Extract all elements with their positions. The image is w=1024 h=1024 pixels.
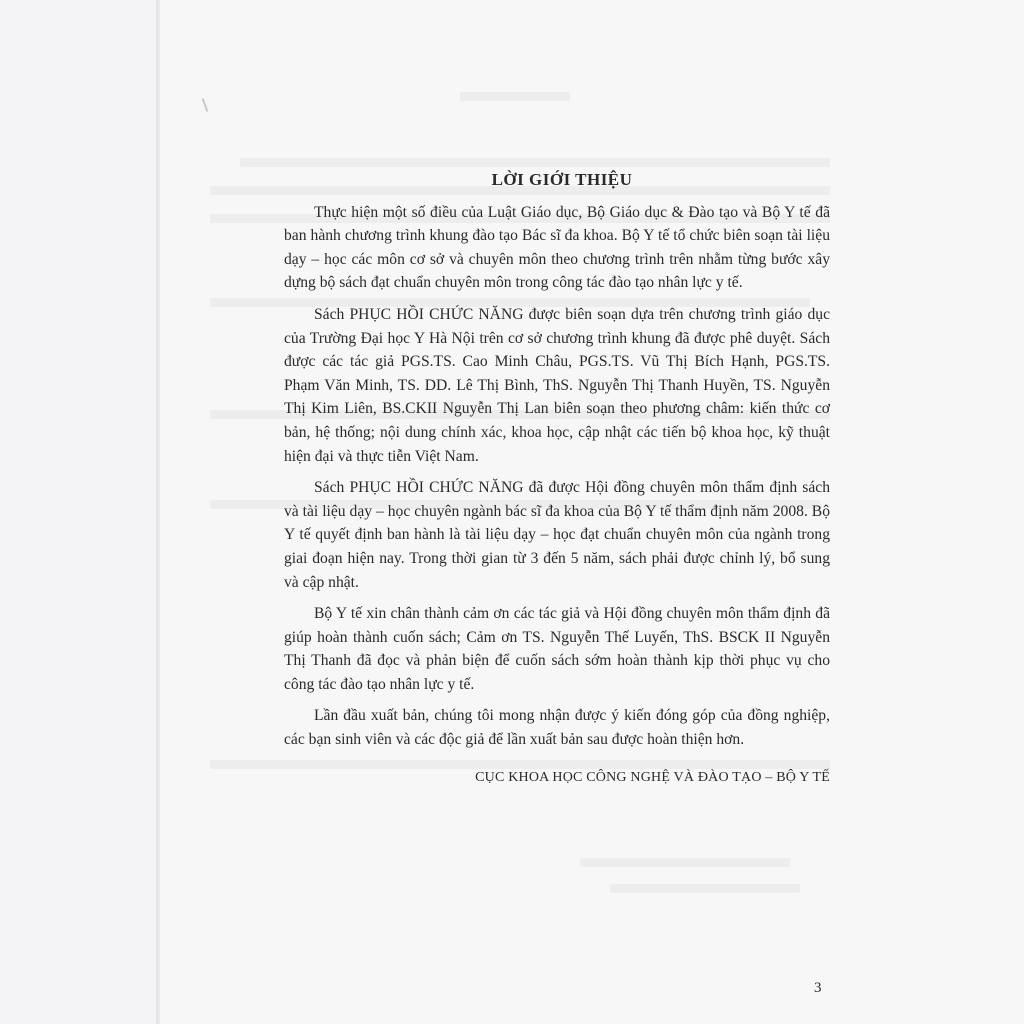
page-number: 3 [814,980,822,996]
paragraph-2: Sách PHỤC HỒI CHỨC NĂNG được biên soạn dựa trên chương trình giáo dục của Trường Đại học Y Hà Nội trên cơ sở chương trình khung đã được phê duyệt. Sách được các tác giả PGS.TS. Cao Minh Châu, PGS.TS. Vũ Thị Bích Hạnh, PGS.TS. Phạm Văn Minh, TS. DD. Lê Thị Bình, ThS. Nguyễn Thị Thanh Huyền, TS. Nguyễn Thị Kim Liên, BS.CKII Nguyễn Thị Lan biên soạn theo phương châm: kiến thức cơ bản, hệ thống; nội dung chính xác, khoa học, cập nhật các tiến bộ khoa học, kỹ thuật hiện đại và thực tiễn Việt Nam. [284,305,830,465]
signature-line: CỤC KHOA HỌC CÔNG NGHỆ VÀ ĐÀO TẠO – BỘ Y TẾ [475,769,830,785]
bleed-through-line [580,858,790,867]
bleed-through-line [610,884,800,893]
paragraph-5: Lần đầu xuất bản, chúng tôi mong nhận được ý kiến đóng góp của đồng nghiệp, các bạn sinh viên và các độc giả để lần xuất bản sau được hoàn thiện hơn. [284,707,830,749]
paragraph-4: Bộ Y tế xin chân thành cảm ơn các tác giả và Hội đồng chuyên môn thẩm định đã giúp hoàn thành cuốn sách; Cảm ơn TS. Nguyễn Thế Luyến, ThS. BSCK II Nguyễn Thị Thanh đã đọc và phản biện để cuốn sách sớm hoàn thành kịp thời phục vụ cho công tác đào tạo nhân lực y tế. [284,605,830,693]
page-title: LỜI GIỚI THIỆU [491,170,633,189]
bleed-through-heading [460,92,570,101]
paragraph-3: Sách PHỤC HỒI CHỨC NĂNG đã được Hội đồng chuyên môn thẩm định sách và tài liệu dạy – học chuyên ngành bác sĩ đa khoa của Bộ Y tế thẩm định năm 2008. Bộ Y tế quyết định ban hành là tài liệu dạy – học đạt chuẩn chuyên môn của ngành trong giai đoạn hiện nay. Trong thời gian từ 3 đến 5 năm, sách phải được chỉnh lý, bổ sung và cập nhật. [284,479,830,591]
bleed-through-line [240,158,830,167]
document-body [284,168,830,789]
paragraph-1: Thực hiện một số điều của Luật Giáo dục, Bộ Giáo dục & Đào tạo và Bộ Y tế đã ban hành chương trình khung đào tạo Bác sĩ đa khoa. Bộ Y tế tổ chức biên soạn tài liệu dạy – học các môn cơ sở và chuyên môn theo chương trình trên nhằm từng bước xây dựng bộ sách đạt chuẩn chuyên môn trong công tác đào tạo nhân lực y tế. [284,203,830,292]
